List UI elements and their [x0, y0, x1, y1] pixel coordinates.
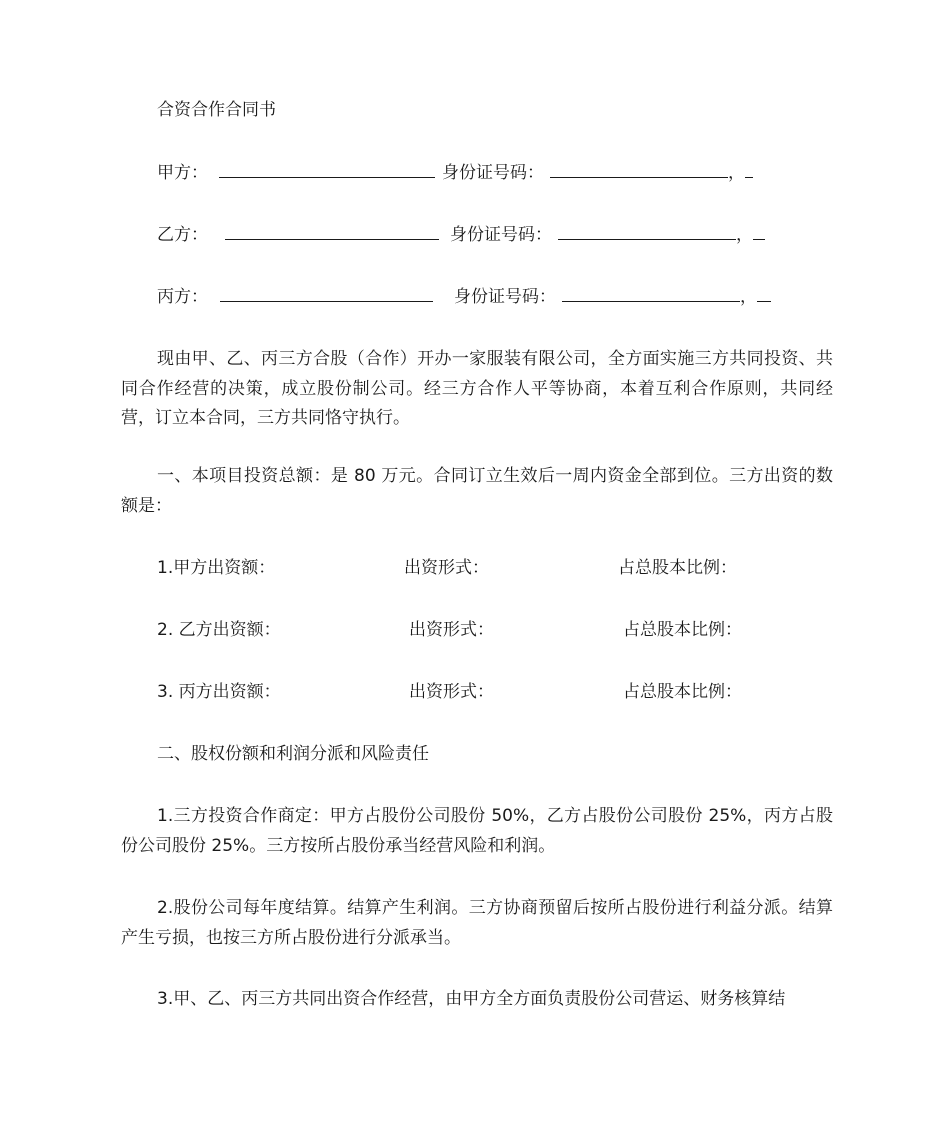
party-label: 丙方：	[157, 287, 208, 307]
party-label: 甲方：	[157, 163, 208, 183]
contribution-amount-b: 2. 乙方出资额：	[157, 620, 281, 640]
trail-blank	[753, 223, 765, 240]
contribution-amount-a: 1.甲方出资额：	[157, 558, 276, 578]
section1-heading: 一、本项目投资总额：是 80 万元。合同订立生效后一周内资金全部到位。三方出资的数额是：	[121, 466, 833, 516]
trail-blank	[745, 161, 753, 178]
document-title: 合资合作合同书	[157, 100, 276, 120]
id-label: 身份证号码：	[442, 163, 544, 183]
id-number-blank[interactable]	[558, 223, 736, 240]
trail-mark: ，	[728, 163, 745, 183]
trail-mark: ，	[740, 287, 757, 307]
contribution-amount-c: 3. 丙方出资额：	[157, 682, 281, 702]
party-row-c	[157, 285, 771, 308]
section2-item-2: 2.股份公司每年度结算。结算产生利润。三方协商预留后按所占股份进行利益分派。结算产生亏损，也按三方所占股份进行分派承当。	[121, 898, 833, 948]
id-label: 身份证号码：	[450, 225, 552, 245]
party-label: 乙方：	[157, 225, 208, 245]
trail-blank	[757, 285, 771, 302]
id-number-blank[interactable]	[562, 285, 740, 302]
trail-mark: ，	[736, 225, 753, 245]
section2-item-1: 1.三方投资合作商定：甲方占股份公司股份 50%，乙方占股份公司股份 25%，丙方占股份公司股份 25%。三方按所占股份承当经营风险和利润。	[121, 806, 833, 856]
section2-item-3: 3.甲、乙、丙三方共同出资合作经营，由甲方全方面负责股份公司营运、财务核算结	[157, 989, 786, 1009]
contribution-form-a: 出资形式：	[404, 558, 489, 578]
contribution-form-b: 出资形式：	[409, 620, 494, 640]
party-row-a	[157, 161, 753, 184]
section2-heading: 二、股权份额和利润分派和风险责任	[157, 744, 429, 764]
party-name-blank[interactable]	[225, 223, 439, 240]
contribution-ratio-b: 占总股本比例：	[623, 620, 742, 640]
id-label: 身份证号码：	[454, 287, 556, 307]
party-row-b	[157, 223, 765, 246]
contribution-form-c: 出资形式：	[409, 682, 494, 702]
party-name-blank[interactable]	[219, 161, 435, 178]
intro-paragraph: 现由甲、乙、丙三方合股（合作）开办一家服装有限公司，全方面实施三方共同投资、共同合作经营的决策，成立股份制公司。经三方合作人平等协商，本着互利合作原则，共同经营，订立本合同，三方共同恪守执行。	[121, 349, 833, 428]
contribution-ratio-c: 占总股本比例：	[623, 682, 742, 702]
contribution-ratio-a: 占总股本比例：	[618, 558, 737, 578]
party-name-blank[interactable]	[220, 285, 433, 302]
id-number-blank[interactable]	[550, 161, 728, 178]
